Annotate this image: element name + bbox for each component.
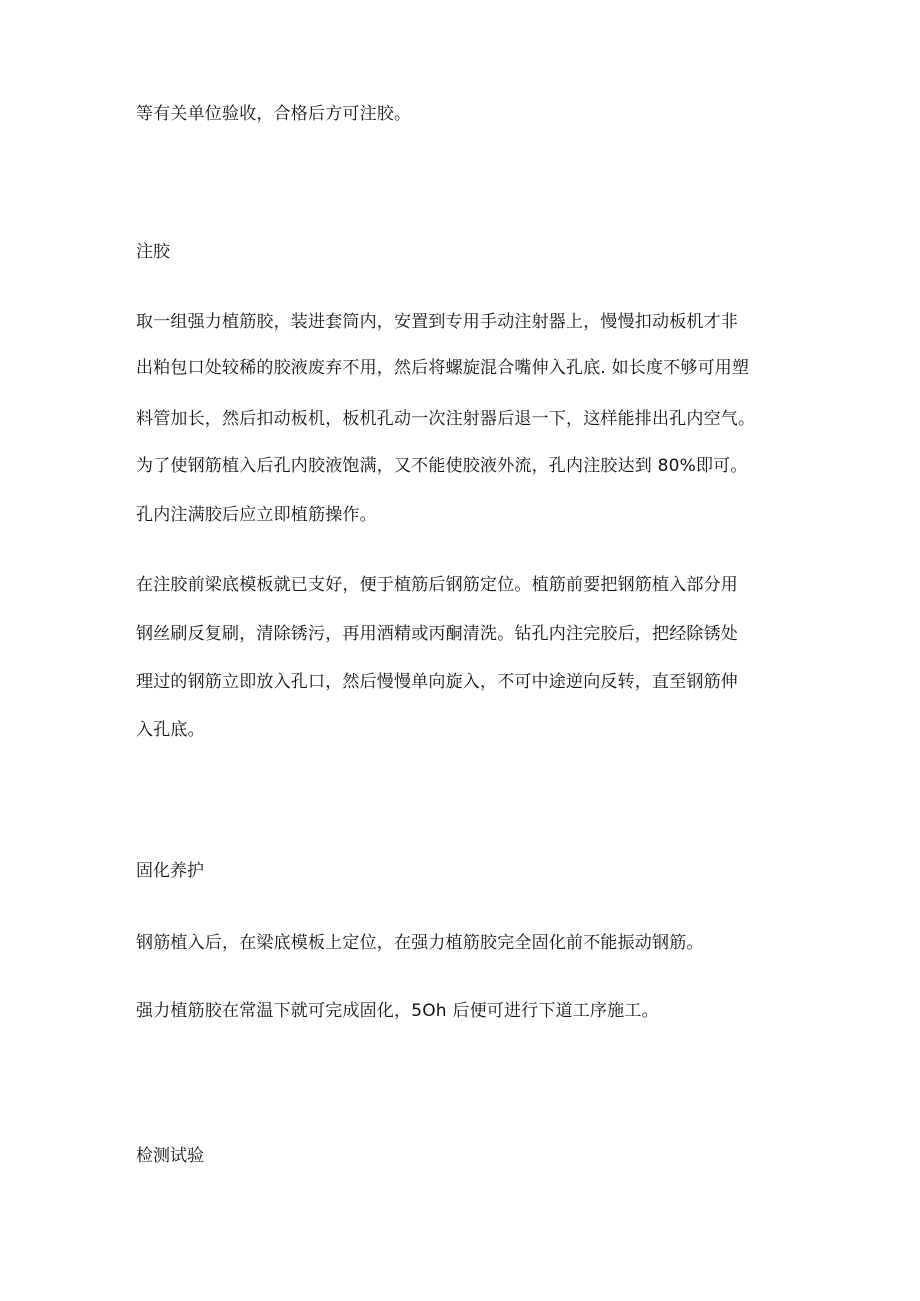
paragraph-line: 理过的钢筋立即放入孔口，然后慢慢单向旋入，不可中途逆向反转，直至钢筋伸 (136, 672, 738, 692)
cure-paragraph-2: 强力植筋胶在常温下就可完成固化，5Oh 后便可进行下道工序施工。 (136, 1001, 659, 1021)
cure-paragraph-1: 钢筋植入后，在梁底模板上定位，在强力植筋胶完全固化前不能振动钢筋。 (136, 933, 704, 953)
paragraph-line: 取一组强力植筋胶，装进套筒内，安置到专用手动注射器上，慢慢扣动板机才非 (136, 312, 738, 332)
paragraph-line: 入孔底。 (136, 720, 205, 740)
paragraph-line: 料管加长，然后扣动板机，板机孔动一次注射器后退一下，这样能排出孔内空气。 (136, 409, 756, 429)
section-heading-inject: 注胶 (136, 242, 170, 262)
intro-tail-text: 等有关单位验收，合格后方可注胶。 (136, 104, 412, 124)
paragraph-line: 在注胶前梁底模板就已支好，便于植筋后钢筋定位。植筋前要把钢筋植入部分用 (136, 575, 738, 595)
paragraph-line: 为了使钢筋植入后孔内胶液饱满，又不能使胶液外流，孔内注胶达到 80%即可。 (136, 456, 748, 476)
section-heading-test: 检测试验 (136, 1146, 204, 1166)
paragraph-line: 孔内注满胶后应立即植筋操作。 (136, 505, 377, 525)
section-heading-cure: 固化养护 (136, 861, 204, 881)
paragraph-line: 出粕包口处较稀的胶液废弃不用，然后将螺旋混合嘴伸入孔底. 如长度不够可用塑 (136, 358, 750, 378)
paragraph-line: 钢丝刷反复刷，清除锈污，再用酒精或丙酮清洗。钻孔内注完胶后，把经除锈处 (136, 624, 738, 644)
